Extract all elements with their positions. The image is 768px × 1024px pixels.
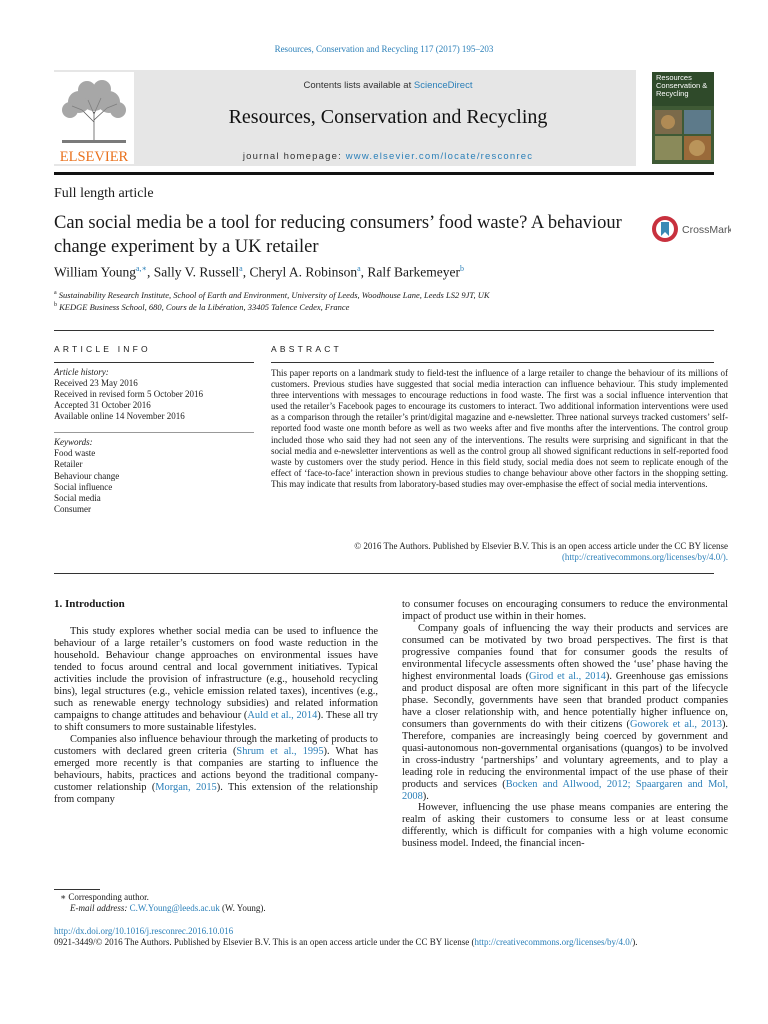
cover-title-line-2: Conservation & [656, 81, 708, 90]
abstract-rule [271, 362, 714, 363]
article-history [54, 367, 254, 422]
article-info-rule [54, 362, 254, 363]
paragraph-text: ). Therefore, companies are increasingly being coerced by government and quasi-autonomous non-governmental organisations (quangos) to be involved in cross-industry ‘partnerships’ and voluntary agreements, and to play a leading role in reducing the environmental impact of the use phase of their products and services ( [402, 718, 728, 790]
author-separator: , [360, 264, 368, 280]
author-separator: , [146, 264, 154, 280]
keyword: Food waste [54, 448, 96, 459]
keyword: Social influence [54, 481, 113, 492]
author-name: William Young [54, 264, 136, 280]
journal-citation[interactable]: Resources, Conservation and Recycling 117 (2017) 195–203 [274, 44, 494, 54]
doi-block [54, 926, 734, 948]
history-item: Received in revised form 5 October 2016 [54, 389, 203, 399]
body-paragraph [54, 734, 378, 806]
citation-link[interactable]: Auld et al., 2014 [247, 709, 318, 721]
paragraph-text: ). These all try to shift consumers to more sustainable lifestyles. [54, 709, 378, 733]
abstract-bottom-rule [54, 573, 714, 574]
paragraph-text: ). Greenhouse gas emissions and product disposal are often more significant in this part of the lifecycle phase. Secondly, governments have seen that branded product companies have a closer relationship with, and hence potentially higher influence on, consumers than governments do with their citizens ( [402, 670, 728, 730]
citation-link[interactable]: Goworek et al., 2013 [629, 718, 722, 730]
author-affiliation-marker[interactable]: a [239, 264, 243, 273]
body-column-left [54, 599, 378, 806]
front-matter-rule [54, 330, 714, 331]
cover-title-line-1: Resources [656, 73, 692, 82]
author-separator: , [242, 264, 250, 280]
affiliation-marker: a [54, 290, 57, 297]
body-paragraph: However, influencing the use phase means companies are entering the realm of asking their customers to consume less or at least consume differently, which is difficult for companies with a high volume economic business model. Indeed, the financial incen- [402, 802, 728, 850]
license-line [54, 937, 734, 948]
elsevier-logo[interactable] [54, 72, 134, 164]
affiliation-text: Sustainability Research Institute, School of Earth and Environment, University of Leeds, Woodhouse Lane, Leeds LS2 9JT, UK [58, 290, 490, 300]
history-item: Received 23 May 2016 [54, 378, 138, 388]
paragraph-text: Company goals of influencing the way their products and services are consumed can be motivated by two broad perspectives. The first is that progressive companies found that for consumer goods the results of environmental lifecycle assessments often showed the ‘use’ phase having the highest environmental loads ( [402, 622, 728, 682]
header-rule [54, 172, 714, 175]
citation-link[interactable]: Morgan, 2015 [155, 781, 217, 793]
citation-link[interactable]: Shrum et al., 1995 [236, 745, 324, 757]
paragraph-text: This study explores whether social media can be used to influence the behaviour of a large retailer’s customers on food waste reduction in the household. Behaviour change approaches on environmental issues have tended to focus around central and local government initiatives. Typical activities include the provision of infrastructure (e.g., household recycling bins), legal structures (e.g., vehicle emission related taxes), incentives (e.g., such as renewable energy technology subsidies) and related information campaigns to change attitudes and behaviour ( [54, 625, 378, 721]
corresponding-author-footnote [54, 892, 354, 914]
paragraph-text: ). [422, 790, 429, 802]
body-column-right [402, 599, 728, 850]
section-heading-introduction: 1. Introduction [54, 598, 125, 610]
keywords-rule [54, 432, 254, 433]
keywords-list [54, 437, 254, 515]
email-suffix: (W. Young). [219, 903, 266, 913]
journal-homepage-line [140, 151, 636, 162]
keyword: Consumer [54, 504, 91, 515]
body-paragraph [54, 626, 378, 734]
affiliation-a [54, 290, 714, 300]
license-link[interactable]: (http://creativecommons.org/licenses/by/4.0/). [561, 552, 728, 563]
abstract-text: This paper reports on a landmark study to field-test the influence of a large retailer to change the behaviour of its millions of customers. Previous studies have suggested that social media interaction can influence behaviour. This study implemented three interventions with messages to encourage reductions in food waste. The first was a social influence intervention that used the retailer’s Facebook pages to encourage its customers to interact. Two additional information interventions were used as a comparison through the retailer’s print/digital magazine and e-newsletter. Three national surveys tracked customers’ self-reported food waste one month before as well as two weeks after and five months after the interventions. The control group included those who said they had not seen any of the interventions. The results were surprising and significant in that the social media and e-newsletter interventions as well as the control group all showed significant reductions in self-reported food waste by customers over the study period. Hence in this field study, social media does not seem to replicate enough of the effect of ‘face-to-face’ interaction shown in previous studies to change behaviour above other factors in the shopping setting. This may indicate that results from laboratory-based studies may over-emphasise the effect of social media interventions. [271, 368, 728, 489]
copyright-text: © 2016 The Authors. Published by Elsevier B.V. This is an open access article under the CC BY license [354, 541, 728, 551]
license-prefix: 0921-3449/© 2016 The Authors. Published by Elsevier B.V. This is an open access article under the CC BY license ( [54, 937, 475, 947]
article-info-heading: ARTICLE INFO [54, 344, 151, 354]
history-item: Available online 14 November 2016 [54, 411, 185, 421]
crossmark-badge[interactable] [651, 212, 731, 246]
article-type: Full length article [54, 186, 154, 201]
footnote-email-line [54, 903, 354, 914]
contents-prefix: Contents lists available at [303, 80, 414, 91]
doi-link[interactable]: http://dx.doi.org/10.1016/j.resconrec.2016.10.016 [54, 926, 234, 936]
journal-title: Resources, Conservation and Recycling [228, 106, 548, 128]
author-list [54, 264, 694, 281]
email-label: E-mail address: [70, 903, 130, 913]
keyword: Behaviour change [54, 470, 120, 481]
author-affiliation-marker[interactable]: a [357, 264, 361, 273]
history-item: Accepted 31 October 2016 [54, 400, 151, 410]
citation-link[interactable]: Bocken and Allwood, 2012; Spaargaren and Mol, 2008 [402, 778, 728, 802]
body-paragraph [402, 623, 728, 803]
author-name: Cheryl A. Robinson [249, 264, 358, 280]
homepage-prefix: journal homepage: [242, 151, 346, 162]
keywords-label: Keywords: [54, 437, 93, 447]
affiliation-marker: b [54, 302, 57, 309]
footnote-star-text: ∗ Corresponding author. [60, 892, 149, 902]
author-affiliation-marker[interactable]: b [460, 264, 464, 273]
abstract-copyright [271, 541, 728, 563]
sciencedirect-link[interactable]: ScienceDirect [413, 80, 473, 91]
cover-title-line-3: Recycling [656, 89, 689, 98]
paragraph-text: Companies also influence behaviour through the marketing of products to customers with declared green criteria ( [54, 733, 378, 757]
contents-line [140, 80, 636, 91]
journal-homepage-link[interactable]: www.elsevier.com/locate/resconrec [345, 151, 534, 162]
author-email-link[interactable]: C.W.Young@leeds.ac.uk [129, 903, 220, 913]
crossmark-label: CrossMark [682, 224, 731, 236]
footnote-rule [54, 889, 100, 890]
elsevier-wordmark: ELSEVIER [59, 149, 129, 164]
article-title: Can social media be a tool for reducing consumers’ food waste? A behaviour change experiment by a UK retailer [54, 213, 622, 257]
cc-license-link[interactable]: http://creativecommons.org/licenses/by/4.0/ [474, 937, 633, 947]
license-suffix: ). [632, 937, 638, 947]
cover-title [656, 74, 714, 98]
abstract-heading: ABSTRACT [271, 344, 342, 354]
keyword: Social media [54, 493, 101, 504]
author-name: Ralf Barkemeyer [367, 264, 460, 280]
paragraph-text: ). This extension of the relationship from company [54, 781, 379, 805]
affiliation-b [54, 302, 714, 312]
author-affiliation-marker[interactable]: a,∗ [135, 264, 147, 273]
paragraph-text: ). What has emerged more recently is that companies are starting to influence the behaviours, habits, practices and actions beyond the traditional company-customer relationship ( [54, 745, 379, 793]
affiliation-text: KEDGE Business School, 680, Cours de la Libération, 33405 Talence Cedex, France [59, 302, 350, 312]
author-name: Sally V. Russell [153, 264, 240, 280]
history-label: Article history: [54, 367, 109, 377]
body-paragraph: to consumer focuses on encouraging consumers to reduce the environmental impact of product use within in their homes. [402, 599, 728, 622]
citation-link[interactable]: Girod et al., 2014 [529, 670, 606, 682]
keyword: Retailer [54, 459, 83, 470]
